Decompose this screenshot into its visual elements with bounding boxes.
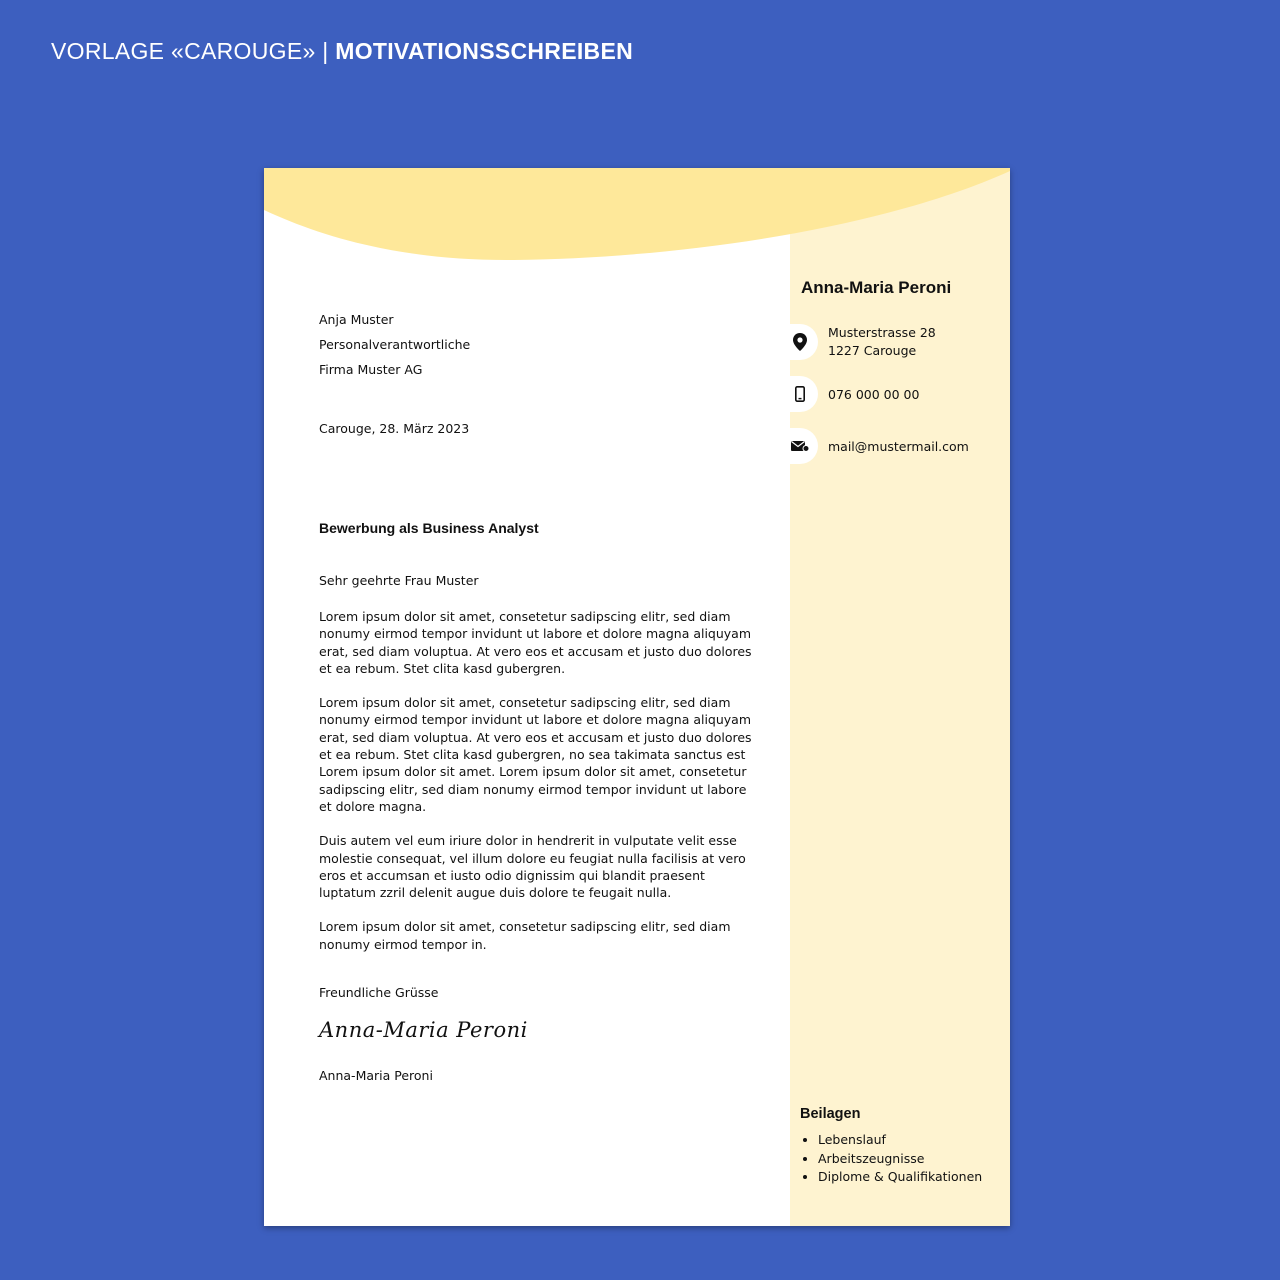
body-paragraph: Lorem ipsum dolor sit amet, consetetur sadipscing elitr, sed diam nonumy eirmod tempor in. <box>319 919 731 952</box>
recipient-role: Personalverantwortliche <box>319 337 471 352</box>
contact-phone <box>782 376 919 412</box>
phone-number: 076 000 00 00 <box>828 386 920 402</box>
body-paragraph: Duis autem vel eum iriure dolor in hendrerit in vulputate velit esse molestie consequat, vel illum dolore eu feugiat nulla facilisis at vero eros et accumsan et iusto odio dignissim qui blandit praesent luptatum zzril delenit augue duis dolore te feugait nulla. <box>319 833 746 901</box>
contact-email <box>782 428 969 464</box>
recipient-company: Firma Muster AG <box>319 362 423 377</box>
attachment-item: • Lebenslauf <box>818 1131 982 1150</box>
handwritten-signature: Anna-Maria Peroni <box>319 1018 528 1042</box>
mail-icon <box>782 428 818 464</box>
closing: Freundliche Grüsse <box>319 985 439 1000</box>
recipient-address <box>319 307 759 382</box>
letter-date: Carouge, 28. März 2023 <box>319 421 470 436</box>
attachment-item: • Arbeitszeugnisse <box>818 1150 982 1169</box>
attachments-list <box>800 1131 982 1187</box>
attachments-title: Beilagen <box>800 1106 861 1122</box>
recipient-name: Anja Muster <box>319 312 394 327</box>
address-city: 1227 Carouge <box>828 343 917 358</box>
banner-prefix: VORLAGE «CAROUGE» | <box>51 38 336 64</box>
letter-body <box>319 608 759 970</box>
address-street: Musterstrasse 28 <box>828 325 936 340</box>
location-pin-icon <box>782 324 818 360</box>
attachment-item: • Diplome & Qualifikationen <box>818 1168 982 1187</box>
banner-heading: MOTIVATIONSSCHREIBEN <box>335 38 634 64</box>
body-paragraph: Lorem ipsum dolor sit amet, consetetur sadipscing elitr, sed diam nonumy eirmod tempor invidunt ut labore et dolore magna aliquyam erat, sed diam voluptua. At vero eos et accusam et justo duo dolores et ea rebum. Stet clita kasd gubergren, no sea takimata sanctus est Lorem ipsum dolor sit amet. Lorem ipsum dolor sit amet, consetetur sadipscing elitr, sed diam nonumy eirmod tempor invidunt ut labore et dolore magna. <box>319 695 752 814</box>
body-paragraph: Lorem ipsum dolor sit amet, consetetur sadipscing elitr, sed diam nonumy eirmod tempor invidunt ut labore et dolore magna aliquyam erat, sed diam voluptua. At vero eos et accusam et justo duo dolores et ea rebum. Stet clita kasd gubergren. <box>319 609 752 676</box>
phone-icon <box>782 376 818 412</box>
banner-title <box>51 38 633 65</box>
email-address: mail@mustermail.com <box>828 438 969 454</box>
sender-name: Anna-Maria Peroni <box>319 1068 433 1083</box>
header-wave <box>264 168 1010 268</box>
sidebar-name: Anna-Maria Peroni <box>801 278 952 297</box>
letter-subject: Bewerbung als Business Analyst <box>319 520 539 536</box>
salutation: Sehr geehrte Frau Muster <box>319 573 479 588</box>
contact-address <box>782 324 936 360</box>
letter-page <box>264 168 1010 1226</box>
